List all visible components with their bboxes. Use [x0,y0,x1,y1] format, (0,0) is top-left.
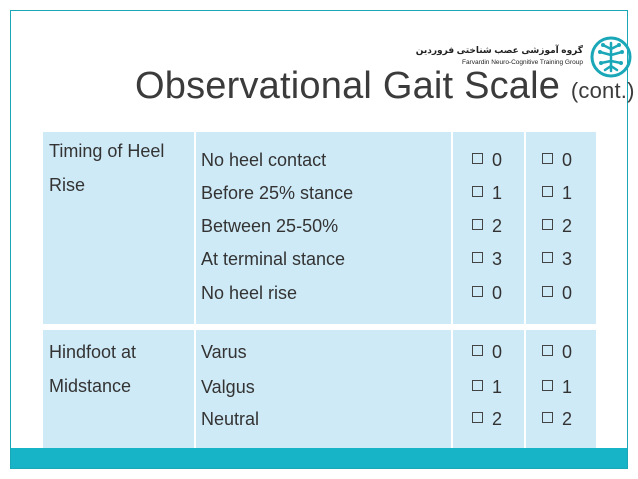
logo-name-fa: گروه آموزشی عصب شناختی فروردین [415,45,583,55]
slide [10,10,635,469]
title-sub: (cont.) [570,78,635,103]
bottom-band [11,448,627,468]
score-checkbox[interactable]: 0 [472,150,502,171]
option-label: Between 25-50% [201,216,339,236]
score-checkbox[interactable]: 1 [472,377,502,398]
option-label: Valgus [201,377,255,397]
option-label: Varus [201,342,247,362]
score-checkbox[interactable]: 2 [542,409,572,430]
option-label: Neutral [201,409,260,429]
score-checkbox[interactable]: 0 [542,342,572,363]
option-label: No heel contact [201,150,327,170]
score-checkbox[interactable]: 2 [542,216,572,237]
score-checkbox[interactable]: 2 [472,409,502,430]
score-checkbox[interactable]: 1 [472,183,502,204]
logo-name-en: Farvardin Neuro-Cognitive Training Group [461,59,583,66]
option-label: Before 25% stance [201,183,354,203]
option-label: No heel rise [201,283,298,303]
score-checkbox[interactable]: 1 [542,183,572,204]
section-label: Timing of Heel Rise [49,141,165,195]
score-checkbox[interactable]: 3 [542,249,572,270]
section-label: Hindfoot at Midstance [49,342,137,396]
score-checkbox[interactable]: 0 [542,150,572,171]
page-title [135,65,635,108]
score-checkbox[interactable]: 0 [542,283,572,304]
score-checkbox[interactable]: 0 [472,283,502,304]
option-label: At terminal stance [201,249,346,269]
section-heel-rise [43,132,596,324]
score-checkbox[interactable]: 0 [472,342,502,363]
section-hindfoot [43,330,596,450]
gait-scale-table [43,132,596,450]
score-checkbox[interactable]: 2 [472,216,502,237]
score-checkbox[interactable]: 1 [542,377,572,398]
title-main: Observational Gait Scale [135,65,561,107]
score-checkbox[interactable]: 3 [472,249,502,270]
